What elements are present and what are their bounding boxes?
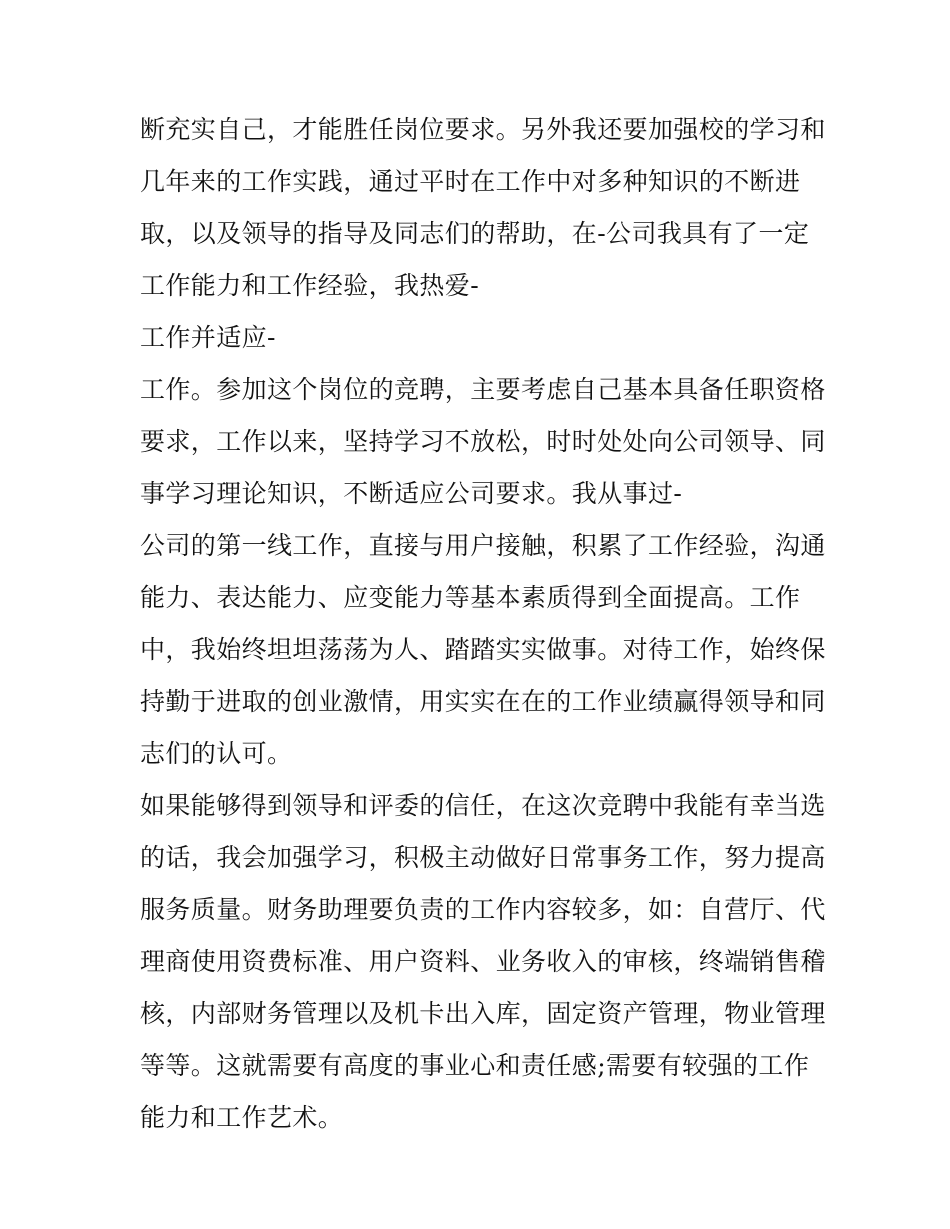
text-line: 几年来的工作实践，通过平时在工作中对多种知识的不断进	[140, 167, 801, 196]
text-line: 服务质量。财务助理要负责的工作内容较多，如：自营厅、代	[140, 895, 826, 924]
text-line: 断充实自己，才能胜任岗位要求。另外我还要加强校的学习和	[140, 115, 826, 144]
text-line: 志们的认可。	[140, 739, 293, 768]
text-line: 工作。参加这个岗位的竞聘，主要考虑自己基本具备任职资格	[140, 375, 826, 404]
text-line: 理商使用资费标准、用户资料、业务收入的审核，终端销售稽	[140, 947, 826, 976]
text-line: 公司的第一线工作，直接与用户接触，积累了工作经验，沟通	[140, 531, 826, 560]
text-line: 中，我始终坦坦荡荡为人、踏踏实实做事。对待工作，始终保	[140, 635, 826, 664]
text-line: 工作并适应-	[140, 323, 276, 352]
text-line: 工作能力和工作经验，我热爱-	[140, 271, 480, 300]
text-line: 取，以及领导的指导及同志们的帮助，在-公司我具有了一定	[140, 219, 810, 248]
text-line: 事学习理论知识，不断适应公司要求。我从事过-	[140, 479, 683, 508]
body-text	[140, 104, 826, 1144]
text-line: 能力、表达能力、应变能力等基本素质得到全面提高。工作	[140, 583, 801, 612]
text-line: 的话，我会加强学习，积极主动做好日常事务工作，努力提高	[140, 843, 826, 872]
text-line: 持勤于进取的创业激情，用实实在在的工作业绩赢得领导和同	[140, 687, 826, 716]
text-line: 核，内部财务管理以及机卡出入库，固定资产管理，物业管理	[140, 999, 826, 1028]
text-line: 等等。这就需要有高度的事业心和责任感;需要有较强的工作	[140, 1051, 810, 1080]
text-line: 能力和工作艺术。	[140, 1103, 344, 1132]
text-line: 如果能够得到领导和评委的信任，在这次竞聘中我能有幸当选	[140, 791, 826, 820]
text-line: 要求，工作以来，坚持学习不放松，时时处处向公司领导、同	[140, 427, 826, 456]
